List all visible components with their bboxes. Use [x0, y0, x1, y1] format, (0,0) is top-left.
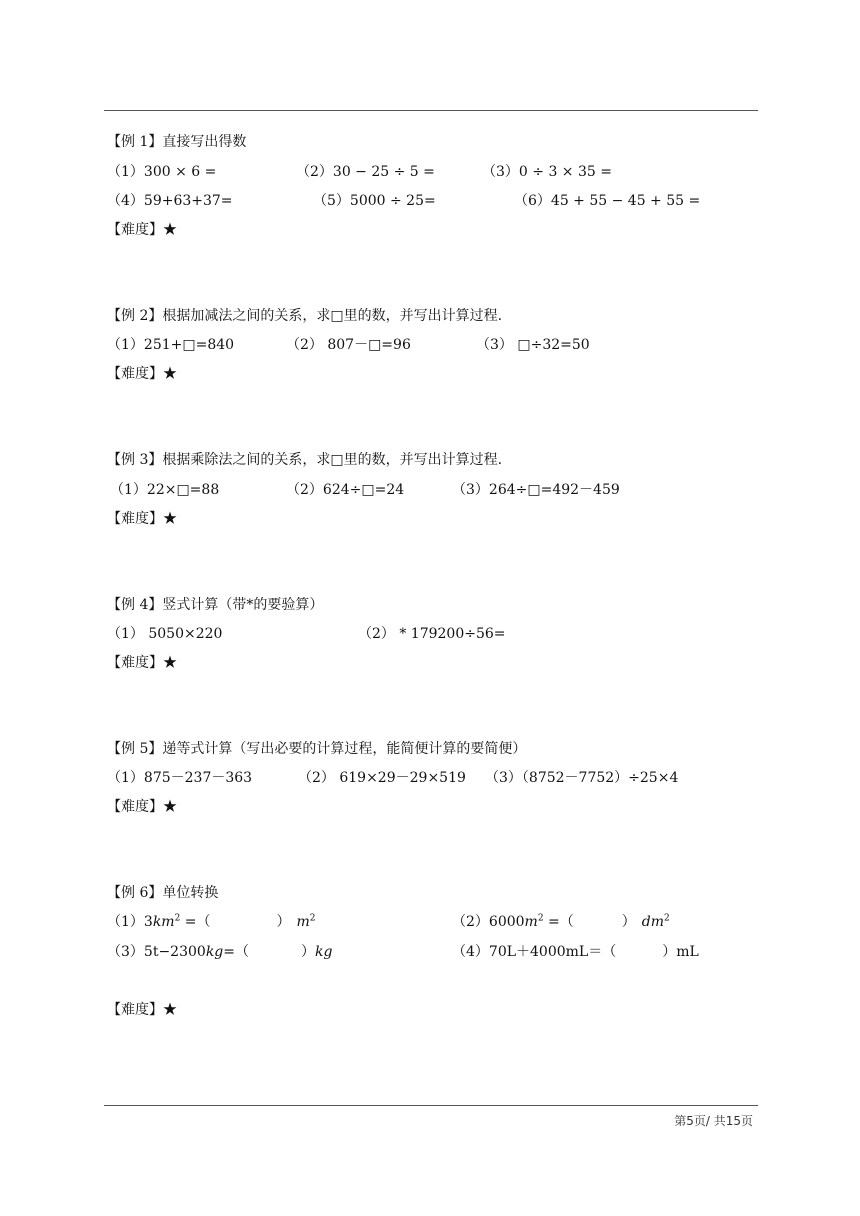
q1-exp-a: 2 [174, 913, 181, 924]
q1-prefix: （1）3 [107, 914, 153, 930]
ex2-item-3: （3） □÷32=50 [476, 337, 590, 353]
q2-exp-a: 2 [537, 913, 544, 924]
q1-close: ） [276, 914, 291, 930]
ex6-item-3 [107, 943, 332, 961]
ex2-difficulty [107, 365, 177, 383]
ex3-item-2: （2）624÷□=24 [286, 482, 405, 498]
ex5-difficulty [107, 798, 177, 816]
ex5-item-3: （3）（8752－7752）÷25×4 [485, 770, 679, 786]
difficulty-label: 【难度】 [107, 655, 163, 671]
q2-eq: =（ [543, 914, 574, 930]
q4-prefix: （4）70L＋4000mL＝（ [452, 944, 617, 960]
example-4-title: 【例 4】竖式计算（带*的要验算） [107, 597, 324, 613]
q2-close: ） [621, 914, 636, 930]
ex4-item-2: （2） * 179200÷56= [358, 626, 506, 642]
q2-unit-a: m [524, 914, 538, 930]
difficulty-stars: ★ [163, 655, 177, 671]
ex1-item-5: （5）5000 ÷ 25= [313, 193, 436, 209]
ex1-item-1: （1）300 × 6 = [107, 164, 217, 180]
q2-prefix: （2）6000 [452, 914, 525, 930]
ex4-difficulty [107, 654, 177, 672]
q4-close: ）mL [662, 944, 699, 960]
difficulty-label: 【难度】 [107, 799, 163, 815]
difficulty-label: 【难度】 [107, 511, 163, 527]
q1-eq: =（ [180, 914, 211, 930]
footer-rule [104, 1105, 758, 1106]
ex6-item-4 [452, 943, 699, 961]
difficulty-stars: ★ [163, 1002, 177, 1018]
q3-close: ） [301, 944, 315, 960]
q3-unit-a: kg [205, 944, 224, 960]
example-2-title: 【例 2】根据加减法之间的关系，求□里的数，并写出计算过程. [107, 308, 503, 324]
ex2-item-2: （2） 807－□=96 [286, 337, 411, 353]
ex3-item-1: （1）22×□=88 [110, 482, 220, 498]
q1-unit-b: m [296, 914, 310, 930]
q3-eq: =（ [223, 944, 249, 960]
difficulty-stars: ★ [163, 222, 177, 238]
difficulty-label: 【难度】 [107, 366, 163, 382]
ex6-difficulty [107, 1001, 177, 1019]
ex3-item-3: （3）264÷□=492－459 [452, 482, 620, 498]
ex1-item-4: （4）59+63+37= [107, 193, 233, 209]
ex6-item-2 [452, 913, 670, 931]
difficulty-stars: ★ [163, 366, 177, 382]
header-rule [104, 110, 758, 111]
q1-unit-a: km [152, 914, 175, 930]
q1-exp-b: 2 [309, 913, 316, 924]
ex6-item-1 [107, 913, 316, 931]
example-6-title: 【例 6】单位转换 [107, 885, 219, 901]
difficulty-label: 【难度】 [107, 222, 163, 238]
ex1-item-2: （2）30 − 25 ÷ 5 = [296, 164, 435, 180]
example-3-title: 【例 3】根据乘除法之间的关系，求□里的数，并写出计算过程. [107, 452, 503, 468]
ex1-item-3: （3）0 ÷ 3 × 35 = [482, 164, 612, 180]
q3-unit-b: kg [315, 944, 333, 960]
example-1-title: 【例 1】直接写出得数 [107, 134, 247, 150]
ex5-item-2: （2） 619×29－29×519 [298, 770, 466, 786]
q3-prefix: （3）5t−2300 [107, 944, 206, 960]
difficulty-label: 【难度】 [107, 1002, 163, 1018]
ex1-difficulty [107, 221, 177, 239]
difficulty-stars: ★ [163, 511, 177, 527]
ex2-item-1: （1）251+□=840 [107, 337, 235, 353]
example-5-title: 【例 5】递等式计算（写出必要的计算过程，能简便计算的要简便） [107, 741, 527, 757]
ex4-item-1: （1） 5050×220 [107, 626, 223, 642]
page-number: 第5页/ 共15页 [674, 1114, 753, 1128]
ex3-difficulty [107, 510, 177, 528]
ex5-item-1: （1）875－237－363 [107, 770, 253, 786]
q2-unit-b: dm [641, 914, 664, 930]
difficulty-stars: ★ [163, 799, 177, 815]
ex1-item-6: （6）45 + 55 − 45 + 55 = [514, 193, 701, 209]
q2-exp-b: 2 [664, 913, 670, 924]
